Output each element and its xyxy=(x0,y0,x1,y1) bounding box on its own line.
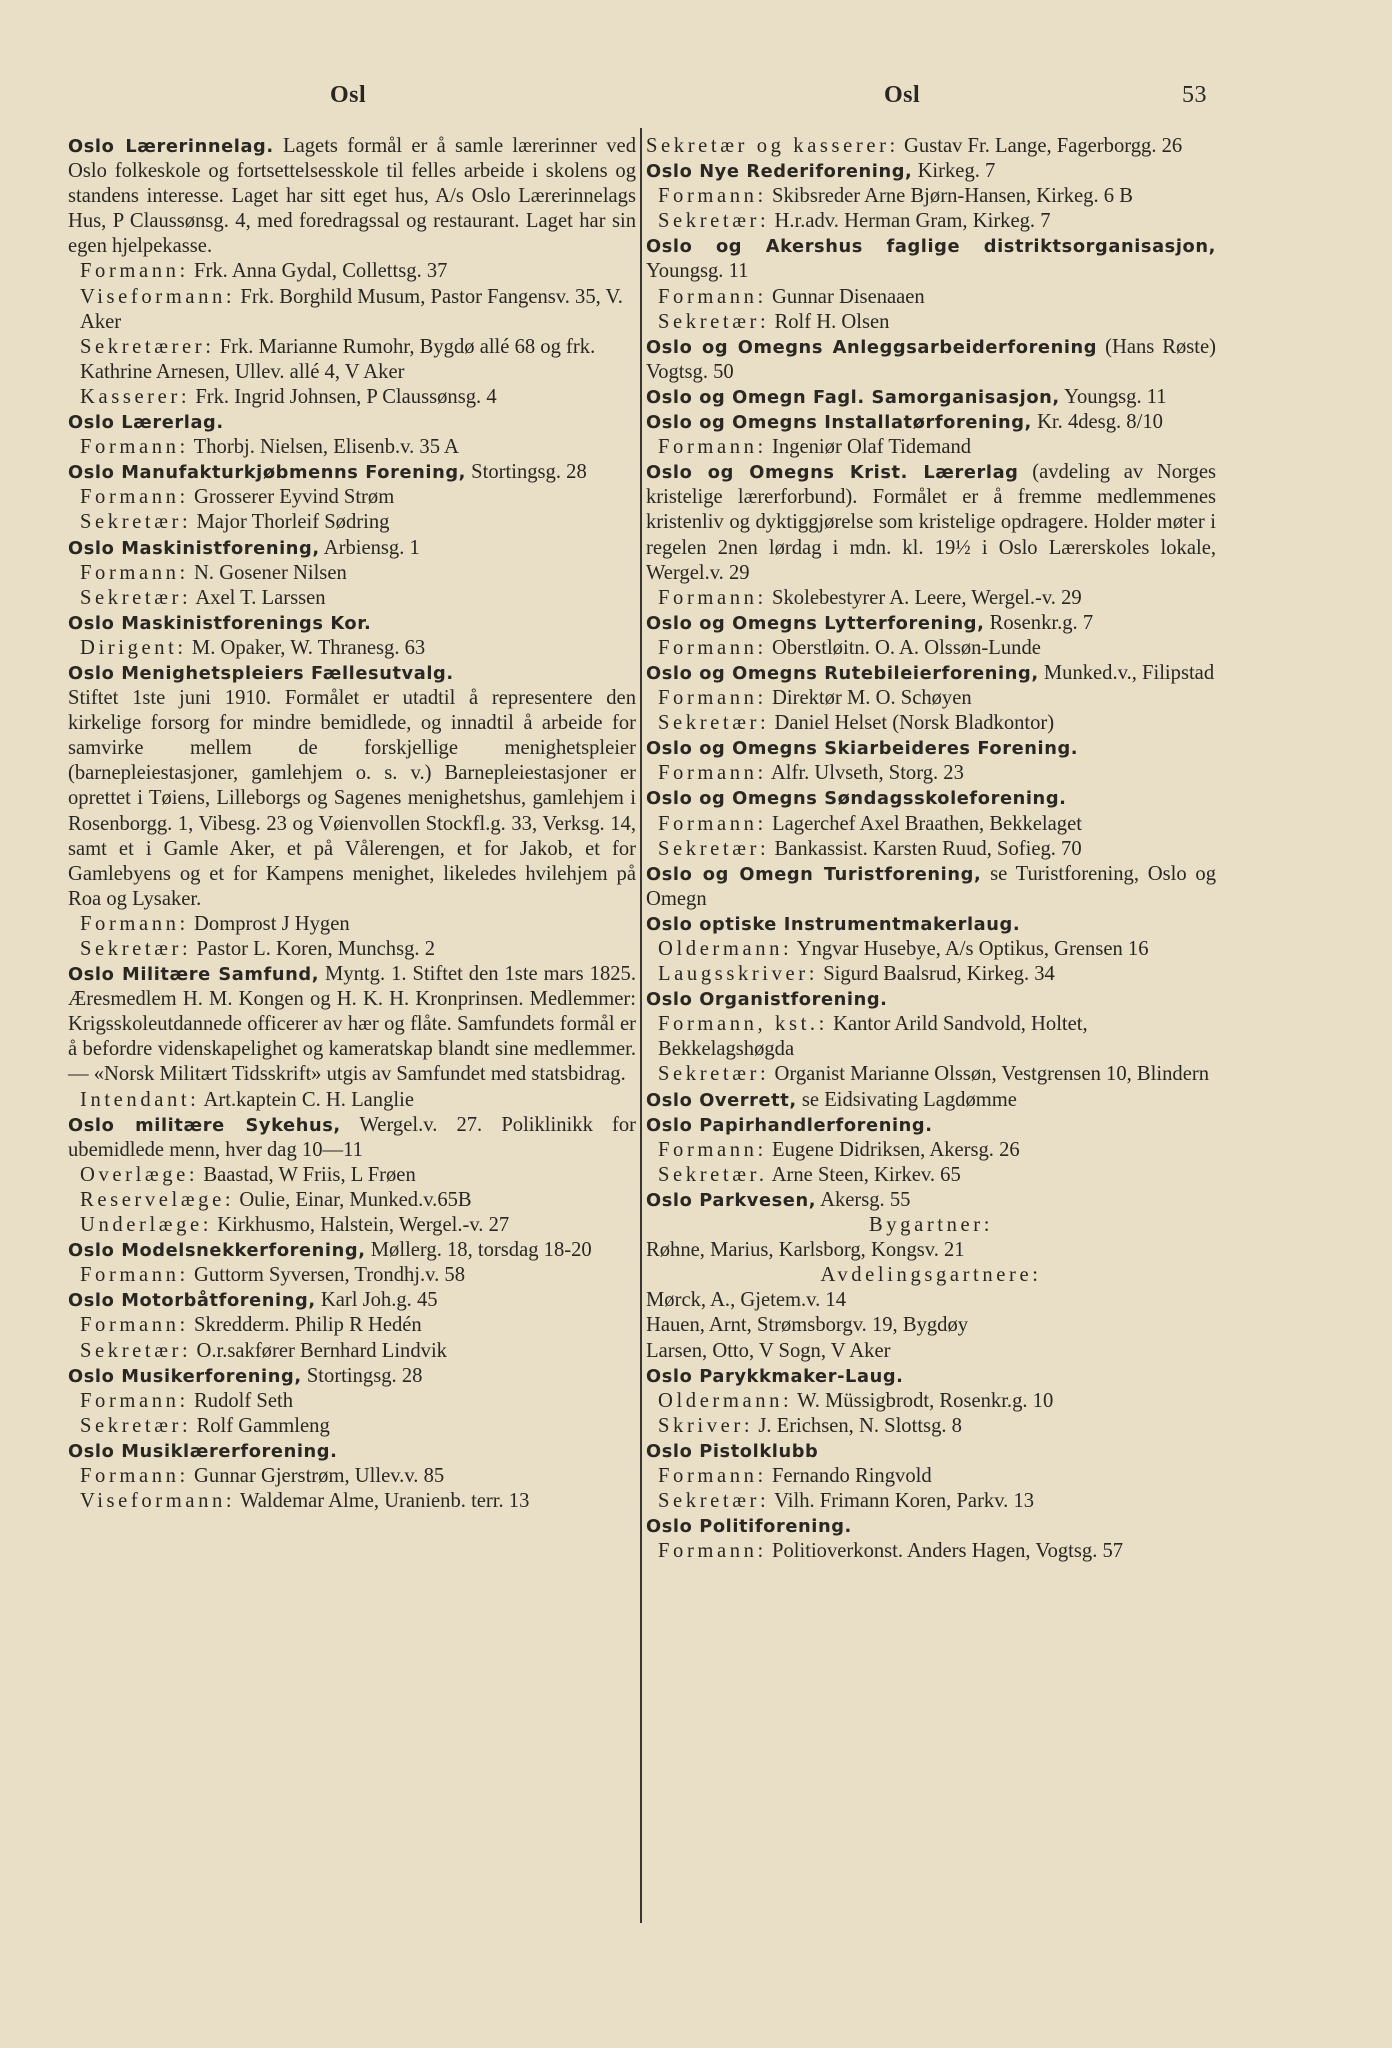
directory-entry xyxy=(646,234,1216,284)
entry-body: Arbiensg. 1 xyxy=(323,536,420,559)
directory-entry xyxy=(68,686,636,912)
directory-entry xyxy=(646,410,1216,435)
directory-entry xyxy=(68,1288,636,1313)
officer-name: N. Gosener Nilsen xyxy=(194,561,347,584)
officer-role: Formann: xyxy=(80,1314,189,1337)
officer-name: Daniel Helset (Norsk Bladkontor) xyxy=(774,712,1055,735)
officer-line xyxy=(646,1489,1216,1514)
officer-role: Sekretær: xyxy=(658,310,770,333)
officer-line xyxy=(68,1213,636,1238)
entry-title: Oslo Pistolklubb xyxy=(646,1440,819,1462)
entry-title: Oslo og Omegns Installatørforening, xyxy=(646,412,1032,434)
officer-name: Kirkhusmo, Halstein, Wergel.-v. 27 xyxy=(217,1214,510,1237)
directory-entry xyxy=(646,460,1216,585)
officer-name: Gunnar Gjerstrøm, Ullev.v. 85 xyxy=(194,1464,445,1487)
officer-role: Formann: xyxy=(658,762,767,785)
subheading: Avdelingsgartnere: xyxy=(820,1264,1042,1287)
officer-line xyxy=(68,259,636,284)
officer-line xyxy=(68,586,636,611)
officer-name: Rolf H. Olsen xyxy=(774,310,890,333)
officer-name: Skredderm. Philip R Hedén xyxy=(194,1314,422,1337)
officer-role: Sekretær: xyxy=(80,1414,192,1437)
entry-body: (avdeling av Norges kristelige lærerforbund). Formålet er å fremme medlemmenes kristenliv og dyktiggjørelse som kristelige opdragere. Holder møter i regelen 2nen lørdag i mdn. kl. 19½ i Oslo Lærerskoles lokale, Wergel.v. 29 xyxy=(646,461,1216,584)
directory-entry xyxy=(646,385,1216,410)
officer-name: Ingeniør Olaf Tidemand xyxy=(772,436,972,459)
officer-line xyxy=(646,761,1216,786)
entry-title: Oslo og Omegns Rutebileierforening, xyxy=(646,662,1039,684)
officer-name: Gunnar Disenaaen xyxy=(772,285,925,308)
officer-line xyxy=(68,435,636,460)
officer-name: Lagerchef Axel Braathen, Bekkelaget xyxy=(772,812,1082,835)
officer-name: Rolf Gammleng xyxy=(196,1414,330,1437)
officer-name: Baastad, W Friis, L Frøen xyxy=(203,1163,416,1186)
officer-name: O.r.sakfører Bernhard Lindvik xyxy=(196,1339,447,1362)
officer-line xyxy=(646,1389,1216,1414)
officer-name: Direktør M. O. Schøyen xyxy=(772,687,972,710)
directory-entry xyxy=(646,1514,1216,1539)
officer-role: Overlæge: xyxy=(80,1163,199,1186)
entry-body: Akersg. 55 xyxy=(820,1188,911,1211)
officer-line xyxy=(68,561,636,586)
officer-role: Formann: xyxy=(80,561,189,584)
entry-body: Myntg. 1. Stiftet den 1ste mars 1825. Æresmedlem H. M. Kongen og H. K. H. Kronprinsen. Medlemmer: Krigsskoleutdannede officerer av hær og flåte. Samfundets formål er å befordre videnskapelighet og kameratskap blandt sine medlemmer. — «Norsk Militært Tidsskrift» utgis av Samfundet med statsbidrag. xyxy=(68,963,636,1086)
officer-name: Major Thorleif Sødring xyxy=(196,511,390,534)
officer-line xyxy=(68,285,636,335)
officer-line xyxy=(68,335,636,385)
entry-body: Youngsg. 11 xyxy=(1064,385,1167,408)
left-column xyxy=(68,134,636,1514)
entry-title: Oslo Maskinistforenings Kor. xyxy=(68,612,372,634)
officer-name: Gustav Fr. Lange, Fagerborgg. 26 xyxy=(904,135,1183,157)
column-divider xyxy=(640,128,642,1923)
entry-title: Oslo militære Sykehus, xyxy=(68,1114,341,1136)
directory-entry xyxy=(646,1088,1216,1113)
officer-line xyxy=(68,1188,636,1213)
directory-entry xyxy=(646,987,1216,1012)
officer-line xyxy=(646,184,1216,209)
officer-role: Formann: xyxy=(658,1138,767,1161)
directory-entry xyxy=(646,862,1216,912)
officer-role: Formann: xyxy=(80,1464,189,1487)
officer-name: Pastor L. Koren, Munchsg. 2 xyxy=(196,938,436,960)
officer-line xyxy=(646,1012,1216,1062)
officer-name: Frk. Anna Gydal, Collettsg. 37 xyxy=(194,260,448,283)
officer-name: Kantor Arild Sandvold, Holtet, Bekkelagshøgda xyxy=(658,1013,1088,1061)
directory-entry xyxy=(68,536,636,561)
right-column xyxy=(646,134,1216,1564)
officer-line xyxy=(646,1414,1216,1439)
officer-role: Sekretær og kasserer: xyxy=(646,135,899,157)
officer-role: Sekretær. xyxy=(658,1163,768,1186)
officer-line xyxy=(68,1163,636,1188)
directory-entry xyxy=(68,134,636,259)
officer-line xyxy=(646,134,1216,159)
officer-line xyxy=(68,385,636,410)
officer-role: Sekretær: xyxy=(658,1063,770,1086)
officer-line xyxy=(646,1138,1216,1163)
entry-title: Oslo Musiklærerforening. xyxy=(68,1440,338,1462)
officer-role: Underlæge: xyxy=(80,1214,213,1237)
entry-body: Stortingsg. 28 xyxy=(306,1364,423,1387)
officer-role: Formann: xyxy=(80,1389,189,1412)
officer-name: Skolebestyrer A. Leere, Wergel.-v. 29 xyxy=(772,586,1082,609)
officer-name: Bankassist. Karsten Ruud, Sofieg. 70 xyxy=(774,837,1082,860)
directory-entry xyxy=(68,410,636,435)
entry-title: Oslo Lærerinnelag. xyxy=(68,136,274,157)
officer-role: Sekretær: xyxy=(658,1490,770,1513)
officer-role: Oldermann: xyxy=(658,1389,793,1412)
entry-body: Møllerg. 18, torsdag 18-20 xyxy=(370,1239,592,1262)
officer-name: Frk. Borghild Musum, Pastor Fangensv. 35, V. Aker xyxy=(80,285,623,333)
officer-name: Eugene Didriksen, Akersg. 26 xyxy=(772,1138,1020,1161)
officer-line xyxy=(646,812,1216,837)
directory-entry xyxy=(68,1113,636,1163)
officer-role: Sekretær: xyxy=(80,511,192,534)
officer-role: Formann: xyxy=(658,586,767,609)
officer-name: Fernando Ringvold xyxy=(772,1464,932,1487)
officer-name: Waldemar Alme, Uranienb. terr. 13 xyxy=(239,1490,530,1513)
entry-title: Oslo Parykkmaker-Laug. xyxy=(646,1365,904,1387)
directory-entry xyxy=(646,1188,1216,1213)
directory-entry xyxy=(68,1439,636,1464)
entry-body: Wergel.v. 27. Poliklinikk for ubemidlede menn, hver dag 10—11 xyxy=(68,1113,636,1161)
officer-role: Oldermann: xyxy=(658,938,793,960)
entry-body: Karl Joh.g. 45 xyxy=(320,1289,438,1312)
entry-title: Oslo Motorbåtforening, xyxy=(68,1290,316,1312)
directory-entry xyxy=(68,661,636,686)
officer-role: Formann: xyxy=(80,486,189,509)
officer-role: Formann: xyxy=(80,436,189,459)
directory-entry xyxy=(68,1364,636,1389)
directory-entry xyxy=(646,736,1216,761)
officer-role: Laugsskriver: xyxy=(658,963,819,986)
running-head-right: Osl xyxy=(884,82,921,108)
officer-line xyxy=(646,711,1216,736)
directory-entry xyxy=(646,159,1216,184)
officer-line xyxy=(68,1414,636,1439)
page-number: 53 xyxy=(1182,82,1207,108)
officer-role: Formann: xyxy=(658,285,767,308)
officer-line xyxy=(68,1088,636,1113)
staff-line: Larsen, Otto, V Sogn, V Aker xyxy=(646,1339,891,1362)
entry-body: Rosenkr.g. 7 xyxy=(989,611,1094,634)
officer-role: Sekretær: xyxy=(658,712,770,735)
entry-body: Munked.v., Filipstad xyxy=(1043,661,1215,684)
officer-line xyxy=(646,686,1216,711)
officer-role: Dirigent: xyxy=(80,636,187,659)
entry-title: Oslo Organistforening. xyxy=(646,989,888,1011)
officer-role: Skriver: xyxy=(658,1414,754,1437)
entry-body: (Hans Røste) Vogtsg. 50 xyxy=(646,335,1216,383)
entry-body: Kr. 4desg. 8/10 xyxy=(1037,411,1163,434)
staff-line: Røhne, Marius, Karlsborg, Kongsv. 21 xyxy=(646,1239,965,1262)
officer-role: Sekretær: xyxy=(658,210,770,233)
directory-entry xyxy=(646,661,1216,686)
officer-line xyxy=(68,485,636,510)
entry-body: Youngsg. 11 xyxy=(646,260,749,283)
officer-line xyxy=(68,1263,636,1288)
entry-body: se Eidsivating Lagdømme xyxy=(801,1088,1017,1111)
directory-entry xyxy=(646,611,1216,636)
officer-name: Arne Steen, Kirkev. 65 xyxy=(771,1163,961,1186)
entry-title: Oslo Papirhandlerforening. xyxy=(646,1114,933,1136)
directory-entry xyxy=(68,962,636,1087)
officer-line xyxy=(68,1313,636,1338)
officer-role: Formann: xyxy=(658,636,767,659)
officer-name: Alfr. Ulvseth, Storg. 23 xyxy=(770,762,964,785)
officer-name: Thorbj. Nielsen, Elisenb.v. 35 A xyxy=(193,436,459,459)
entry-title: Oslo og Omegns Søndagsskoleforening. xyxy=(646,788,1067,810)
officer-line xyxy=(68,1489,636,1514)
officer-line xyxy=(646,310,1216,335)
directory-entry xyxy=(646,1364,1216,1389)
officer-line xyxy=(68,1464,636,1489)
officer-line xyxy=(68,937,636,962)
entry-title: Oslo og Omegn Fagl. Samorganisasjon, xyxy=(646,386,1060,408)
officer-role: Sekretærer: xyxy=(80,335,215,358)
officer-role: Formann: xyxy=(658,1540,767,1563)
officer-role: Sekretær: xyxy=(658,837,770,860)
officer-role: Formann, kst.: xyxy=(658,1013,828,1036)
officer-name: Yngvar Husebye, A/s Optikus, Grensen 16 xyxy=(796,938,1149,960)
officer-name: W. Müssigbrodt, Rosenkr.g. 10 xyxy=(797,1389,1054,1412)
officer-line xyxy=(646,1062,1216,1087)
directory-entry xyxy=(646,786,1216,811)
staff-line: Hauen, Arnt, Strømsborgv. 19, Bygdøy xyxy=(646,1314,969,1337)
entry-body: se Turistforening, Oslo og Omegn xyxy=(646,862,1216,910)
officer-name: Frk. Marianne Rumohr, Bygdø allé 68 og frk. Kathrine Arnesen, Ullev. allé 4, V Aker xyxy=(80,335,596,383)
officer-role: Formann: xyxy=(80,1264,189,1287)
officer-role: Sekretær: xyxy=(80,586,192,609)
officer-line xyxy=(646,1163,1216,1188)
entry-title: Oslo og Omegns Skiarbeideres Forening. xyxy=(646,738,1079,760)
staff-line: Mørck, A., Gjetem.v. 14 xyxy=(646,1289,846,1312)
officer-name: Oulie, Einar, Munked.v.65B xyxy=(239,1188,472,1211)
officer-name: Rudolf Seth xyxy=(194,1389,294,1412)
officer-role: Viseformann: xyxy=(80,285,236,308)
officer-name: Sigurd Baalsrud, Kirkeg. 34 xyxy=(823,963,1055,986)
officer-line xyxy=(646,937,1216,962)
directory-entry xyxy=(68,460,636,485)
officer-line xyxy=(646,1539,1216,1564)
officer-name: Skibsreder Arne Bjørn-Hansen, Kirkeg. 6 B xyxy=(772,185,1133,208)
directory-entry xyxy=(646,1113,1216,1138)
officer-line xyxy=(646,209,1216,234)
entry-title: Oslo Parkvesen, xyxy=(646,1189,817,1211)
officer-role: Formann: xyxy=(658,812,767,835)
officer-role: Formann: xyxy=(80,260,189,283)
entry-title: Oslo og Akershus faglige distriktsorganisasjon, xyxy=(646,236,1216,258)
entry-title: Oslo Lærerlag. xyxy=(68,412,224,434)
entry-title: Oslo Manufakturkjøbmenns Forening, xyxy=(68,462,467,484)
entry-title: Oslo og Omegns Krist. Lærerlag xyxy=(646,462,1019,484)
officer-role: Formann: xyxy=(658,185,767,208)
entry-title: Oslo Politiforening. xyxy=(646,1516,852,1538)
entry-title: Oslo og Omegns Anleggsarbeiderforening xyxy=(646,336,1098,358)
officer-name: J. Erichsen, N. Slottsg. 8 xyxy=(758,1414,962,1437)
officer-role: Formann: xyxy=(658,436,767,459)
officer-role: Intendant: xyxy=(80,1088,200,1111)
directory-entry xyxy=(646,335,1216,385)
directory-entry xyxy=(646,1439,1216,1464)
officer-line xyxy=(68,1339,636,1364)
directory-entry xyxy=(646,912,1216,937)
officer-name: Domprost J Hygen xyxy=(194,912,350,935)
officer-line xyxy=(68,912,636,937)
entry-body: Stiftet 1ste juni 1910. Formålet er utadtil å representere den kirkelige forsorg for mindre bemidlede, og innadtil å arbeide for samvirke mellem de forskjellige menighetspleier (barnepleiestasjoner, gamlehjem o. s. v.) Barnepleiestasjoner er oprettet i Tøiens, Lilleborgs og Sagenes menighetshus, gamlehjem i Rosenborgg. 1, Vibesg. 23 og Vøienvollen Stockfl.g. 33, Verksg. 14, samt et i Gamle Aker, et på Vålerengen, et for Jakob, et for Gamlebyens og et for Kampens menighet, likeledes hvilehjem på Roa og Lysaker. xyxy=(68,687,636,910)
officer-line xyxy=(646,435,1216,460)
running-head-left: Osl xyxy=(330,82,367,108)
officer-name: Oberstløitn. O. A. Olssøn-Lunde xyxy=(772,636,1041,659)
officer-name: Organist Marianne Olssøn, Vestgrensen 10, Blindern xyxy=(774,1063,1209,1086)
officer-line xyxy=(68,636,636,661)
subheading: Bygartner: xyxy=(868,1214,994,1237)
officer-line xyxy=(646,962,1216,987)
officer-line xyxy=(646,285,1216,310)
officer-role: Sekretær: xyxy=(80,1339,192,1362)
officer-role: Kasserer: xyxy=(80,385,191,408)
entry-body: Lagets formål er å samle lærerinner ved Oslo folkeskole og fortsettelsesskole til felles arbeide i skolens og standens interesse. Laget har sitt eget hus, A/s Oslo Lærerinnelags Hus, P Claussønsg. 4, med foredragssal og restaurant. Laget har sin egen hjelpekasse. xyxy=(68,135,636,258)
officer-line xyxy=(646,837,1216,862)
officer-role: Sekretær: xyxy=(80,938,192,960)
officer-name: Grosserer Eyvind Strøm xyxy=(194,486,395,509)
entry-title: Oslo Nye Rederiforening, xyxy=(646,161,913,183)
entry-title: Oslo Militære Samfund, xyxy=(68,964,320,986)
directory-entry xyxy=(68,611,636,636)
entry-title: Oslo Modelsnekkerforening, xyxy=(68,1240,366,1262)
officer-name: M. Opaker, W. Thranesg. 63 xyxy=(191,636,426,659)
entry-title: Oslo optiske Instrumentmakerlaug. xyxy=(646,913,1021,935)
officer-name: H.r.adv. Herman Gram, Kirkeg. 7 xyxy=(774,210,1051,233)
officer-role: Formann: xyxy=(80,912,189,935)
entry-body: Kirkeg. 7 xyxy=(917,160,996,183)
entry-body: Stortingsg. 28 xyxy=(471,461,587,484)
officer-name: Guttorm Syversen, Trondhj.v. 58 xyxy=(194,1264,466,1287)
entry-title: Oslo Maskinistforening, xyxy=(68,537,320,559)
entry-title: Oslo Musikerforening, xyxy=(68,1365,302,1387)
officer-role: Reservelæge: xyxy=(80,1188,235,1211)
officer-name: Frk. Ingrid Johnsen, P Claussønsg. 4 xyxy=(195,385,497,408)
officer-role: Formann: xyxy=(658,1464,767,1487)
officer-role: Formann: xyxy=(658,687,767,710)
entry-title: Oslo Overrett, xyxy=(646,1089,797,1111)
officer-role: Viseformann: xyxy=(80,1490,236,1513)
officer-name: Axel T. Larssen xyxy=(195,586,326,609)
officer-line xyxy=(68,510,636,535)
entry-title: Oslo og Omegn Turistforening, xyxy=(646,863,982,885)
officer-name: Vilh. Frimann Koren, Parkv. 13 xyxy=(774,1490,1035,1513)
officer-line xyxy=(68,1389,636,1414)
entry-title: Oslo og Omegns Lytterforening, xyxy=(646,612,985,634)
directory-entry xyxy=(68,1238,636,1263)
officer-line xyxy=(646,636,1216,661)
officer-name: Art.kaptein C. H. Langlie xyxy=(203,1088,414,1111)
officer-name: Politioverkonst. Anders Hagen, Vogtsg. 57 xyxy=(772,1540,1124,1563)
officer-line xyxy=(646,1464,1216,1489)
entry-title: Oslo Menighetspleiers Fællesutvalg. xyxy=(68,662,454,684)
officer-line xyxy=(646,586,1216,611)
